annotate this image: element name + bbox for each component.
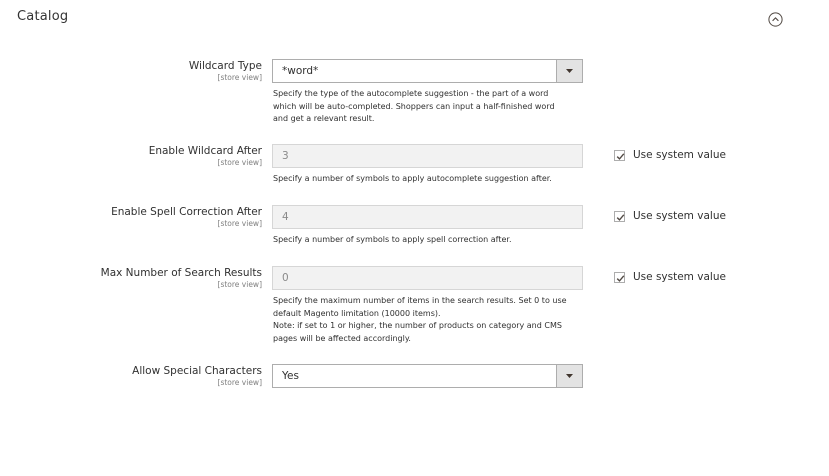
note-line: which will be auto-completed. Shoppers can input a half-finished word [273, 101, 555, 111]
use-system-value-label[interactable]: Use system value [633, 149, 726, 161]
note-line: Specify a number of symbols to apply autocomplete suggestion after. [273, 174, 552, 183]
scope-label: [store view] [217, 280, 262, 289]
allow-special-characters-select[interactable] [272, 364, 583, 388]
wildcard-type-label-group [189, 60, 262, 82]
note-line: Specify the maximum number of items in the search results. Set 0 to use [273, 296, 567, 305]
scope-label: [store view] [217, 219, 262, 228]
chevron-up-circle-icon[interactable] [768, 12, 783, 27]
select-value: *word* [282, 65, 319, 77]
checkmark-icon [616, 213, 625, 222]
note-line: Specify the type of the autocomplete suggestion - the part of a word [273, 89, 549, 98]
note-line: pages will be affected accordingly. [273, 333, 411, 343]
max-search-results-input[interactable] [272, 266, 583, 290]
use-system-value-checkbox[interactable] [614, 150, 625, 161]
note-line: Note: if set to 1 or higher, the number of products on category and CMS [273, 321, 562, 330]
dropdown-arrow-button[interactable] [556, 365, 582, 387]
field-note [273, 295, 583, 345]
note-line: Specify a number of symbols to apply spell correction after. [273, 235, 512, 244]
checkmark-icon [616, 274, 625, 283]
use-system-value-label[interactable]: Use system value [633, 210, 726, 222]
field-label: Enable Spell Correction After [111, 206, 262, 218]
scope-label: [store view] [217, 378, 262, 387]
checkmark-icon [616, 152, 625, 161]
select-value: Yes [282, 370, 299, 382]
use-system-value-checkbox[interactable] [614, 211, 625, 222]
wildcard-type-select[interactable] [272, 59, 583, 83]
field-note [273, 173, 583, 186]
caret-down-icon [566, 374, 573, 379]
scope-label: [store view] [217, 73, 262, 82]
enable-spell-correction-after-label-group [111, 206, 262, 228]
field-note [273, 88, 583, 126]
enable-wildcard-after-input[interactable] [272, 144, 583, 168]
section-title[interactable]: Catalog [17, 9, 69, 24]
dropdown-arrow-button[interactable] [556, 60, 582, 82]
field-label: Wildcard Type [188, 60, 262, 72]
field-label: Enable Wildcard After [148, 145, 262, 157]
use-system-value-checkbox[interactable] [614, 272, 625, 283]
field-label: Allow Special Characters [132, 365, 262, 377]
enable-spell-correction-after-input[interactable] [272, 205, 583, 229]
scope-label: [store view] [217, 158, 262, 167]
field-label: Max Number of Search Results [100, 267, 262, 279]
note-line: default Magento limitation (10000 items). [273, 308, 441, 318]
field-note [273, 234, 583, 247]
caret-down-icon [566, 69, 573, 74]
use-system-value-label[interactable]: Use system value [633, 271, 726, 283]
max-search-results-label-group [101, 267, 262, 289]
enable-wildcard-after-label-group [149, 145, 262, 167]
note-line: and get a relevant result. [273, 114, 375, 123]
allow-special-characters-label-group [132, 365, 262, 387]
